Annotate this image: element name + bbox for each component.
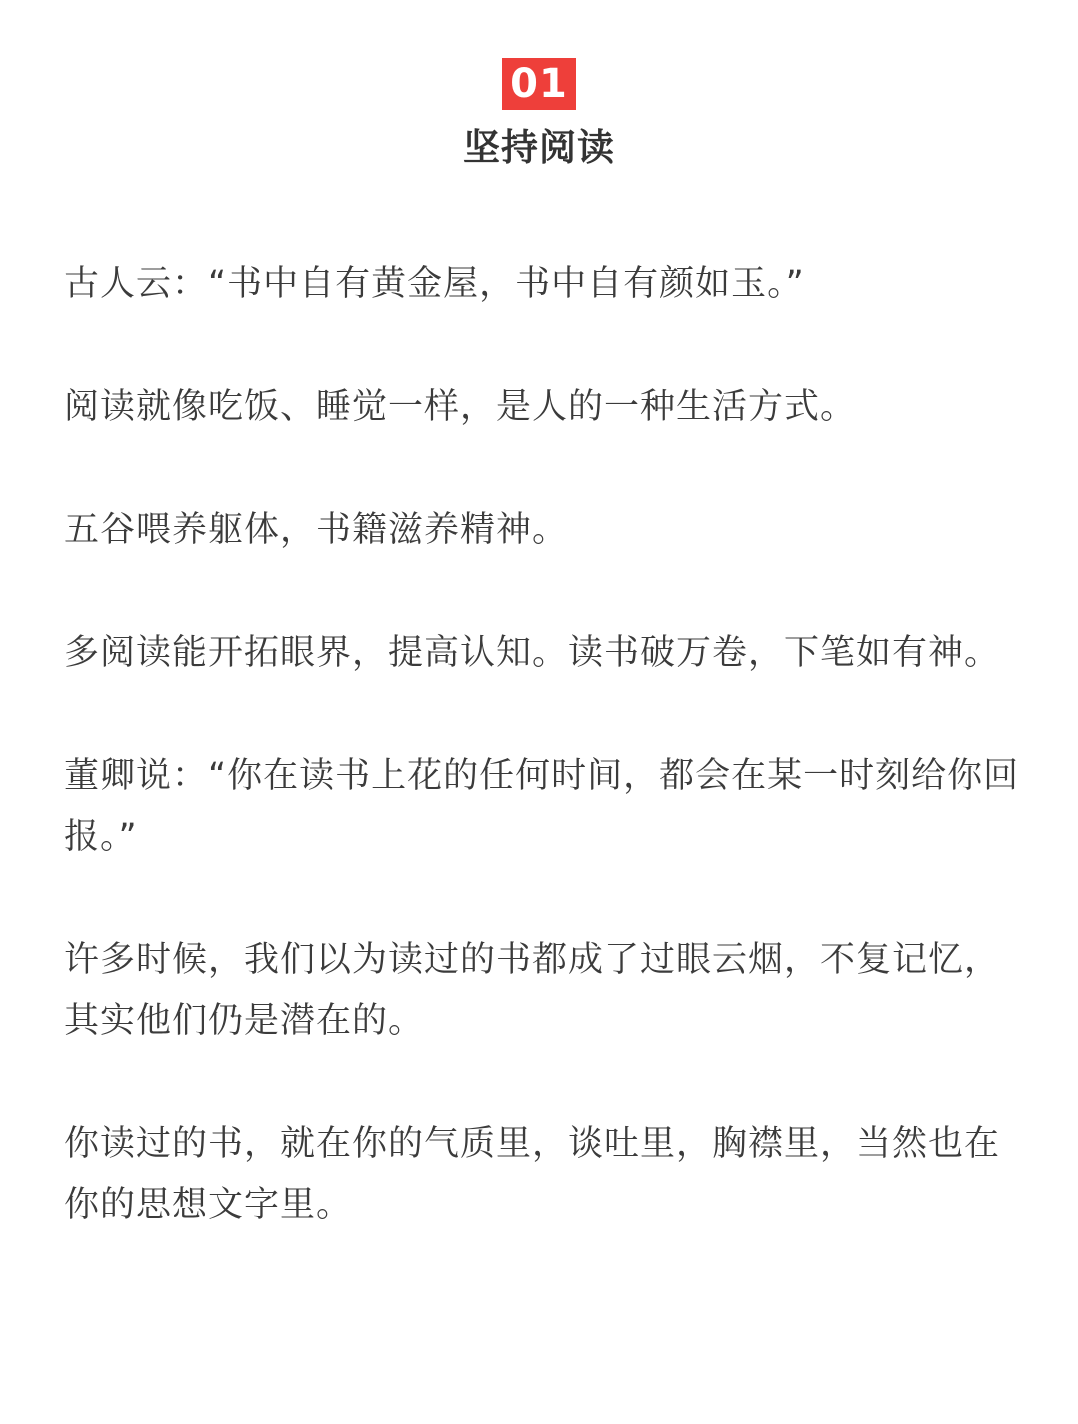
paragraph: 董卿说：“你在读书上花的任何时间，都会在某一时刻给你回报。” xyxy=(64,756,1020,857)
section-number-badge: 01 xyxy=(502,58,576,110)
section-title: 坚持阅读 xyxy=(463,126,615,169)
section-header xyxy=(0,58,1078,172)
paragraph: 许多时候，我们以为读过的书都成了过眼云烟，不复记忆，其实他们仍是潜在的。 xyxy=(64,940,1001,1041)
paragraph: 多阅读能开拓眼界，提高认知。读书破万卷，下笔如有神。 xyxy=(64,633,1001,673)
paragraph: 古人云：“书中自有黄金屋，书中自有颜如玉。” xyxy=(64,264,805,304)
paragraph: 阅读就像吃饭、睡觉一样，是人的一种生活方式。 xyxy=(64,387,857,427)
article-body xyxy=(64,254,1024,1298)
paragraph: 五谷喂养躯体，书籍滋养精神。 xyxy=(64,510,569,550)
paragraph: 你读过的书，就在你的气质里，谈吐里，胸襟里，当然也在你的思想文字里。 xyxy=(64,1124,1001,1225)
